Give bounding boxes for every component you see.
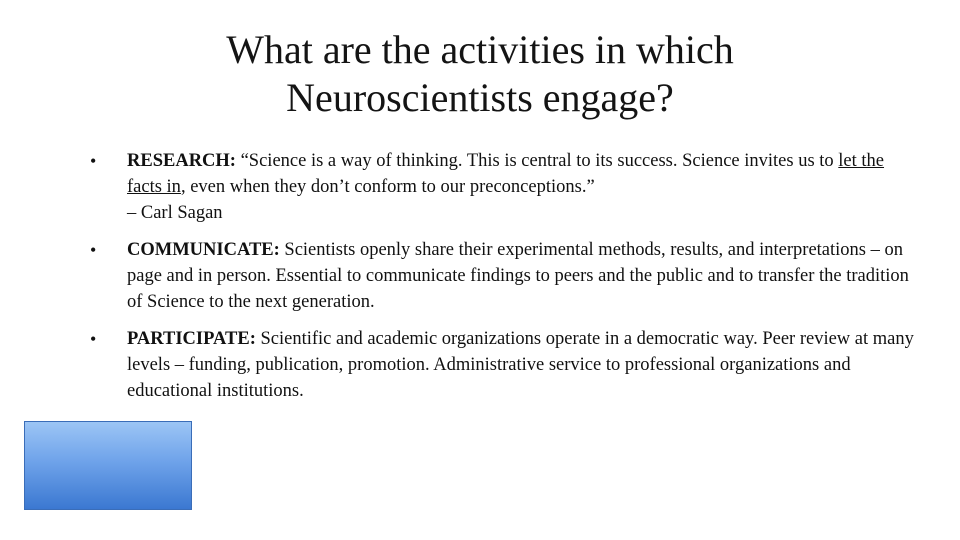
- title-line-2: Neuroscientists engage?: [286, 75, 674, 120]
- research-quote-start: “Science is a way of thinking. This is central to its success. Science invites us to: [235, 151, 839, 171]
- bullet-lead-participate: PARTICIPATE:: [127, 329, 256, 349]
- bullet-research: [90, 148, 920, 226]
- slide-title: [150, 26, 810, 122]
- research-underlined-phrase: let the facts in: [127, 151, 885, 197]
- research-attribution: – Carl Sagan: [127, 203, 223, 223]
- research-quote-end: , even when they don’t conform to our preconceptions.”: [180, 177, 595, 197]
- communicate-text: Scientists openly share their experimental methods, results, and interpretations – on page and in person. Essential to communicate findings to peers and the public and to transfer the tradition of Science to the next generation.: [127, 240, 909, 312]
- bullet-list: [90, 148, 920, 415]
- title-line-1: What are the activities in which: [226, 27, 734, 72]
- blue-gradient-shape[interactable]: [24, 421, 192, 510]
- bullet-dot: •: [90, 240, 97, 260]
- participate-text: Scientific and academic organizations operate in a democratic way. Peer review at many levels – funding, publication, promotion. Administrative service to professional organizations and educational institutions.: [127, 329, 914, 401]
- bullet-lead-research: RESEARCH:: [127, 151, 236, 171]
- bullet-participate: [90, 326, 920, 404]
- bullet-dot: •: [90, 151, 97, 171]
- bullet-lead-communicate: COMMUNICATE:: [127, 240, 280, 260]
- bullet-communicate: [90, 237, 920, 315]
- bullet-dot: •: [90, 329, 97, 349]
